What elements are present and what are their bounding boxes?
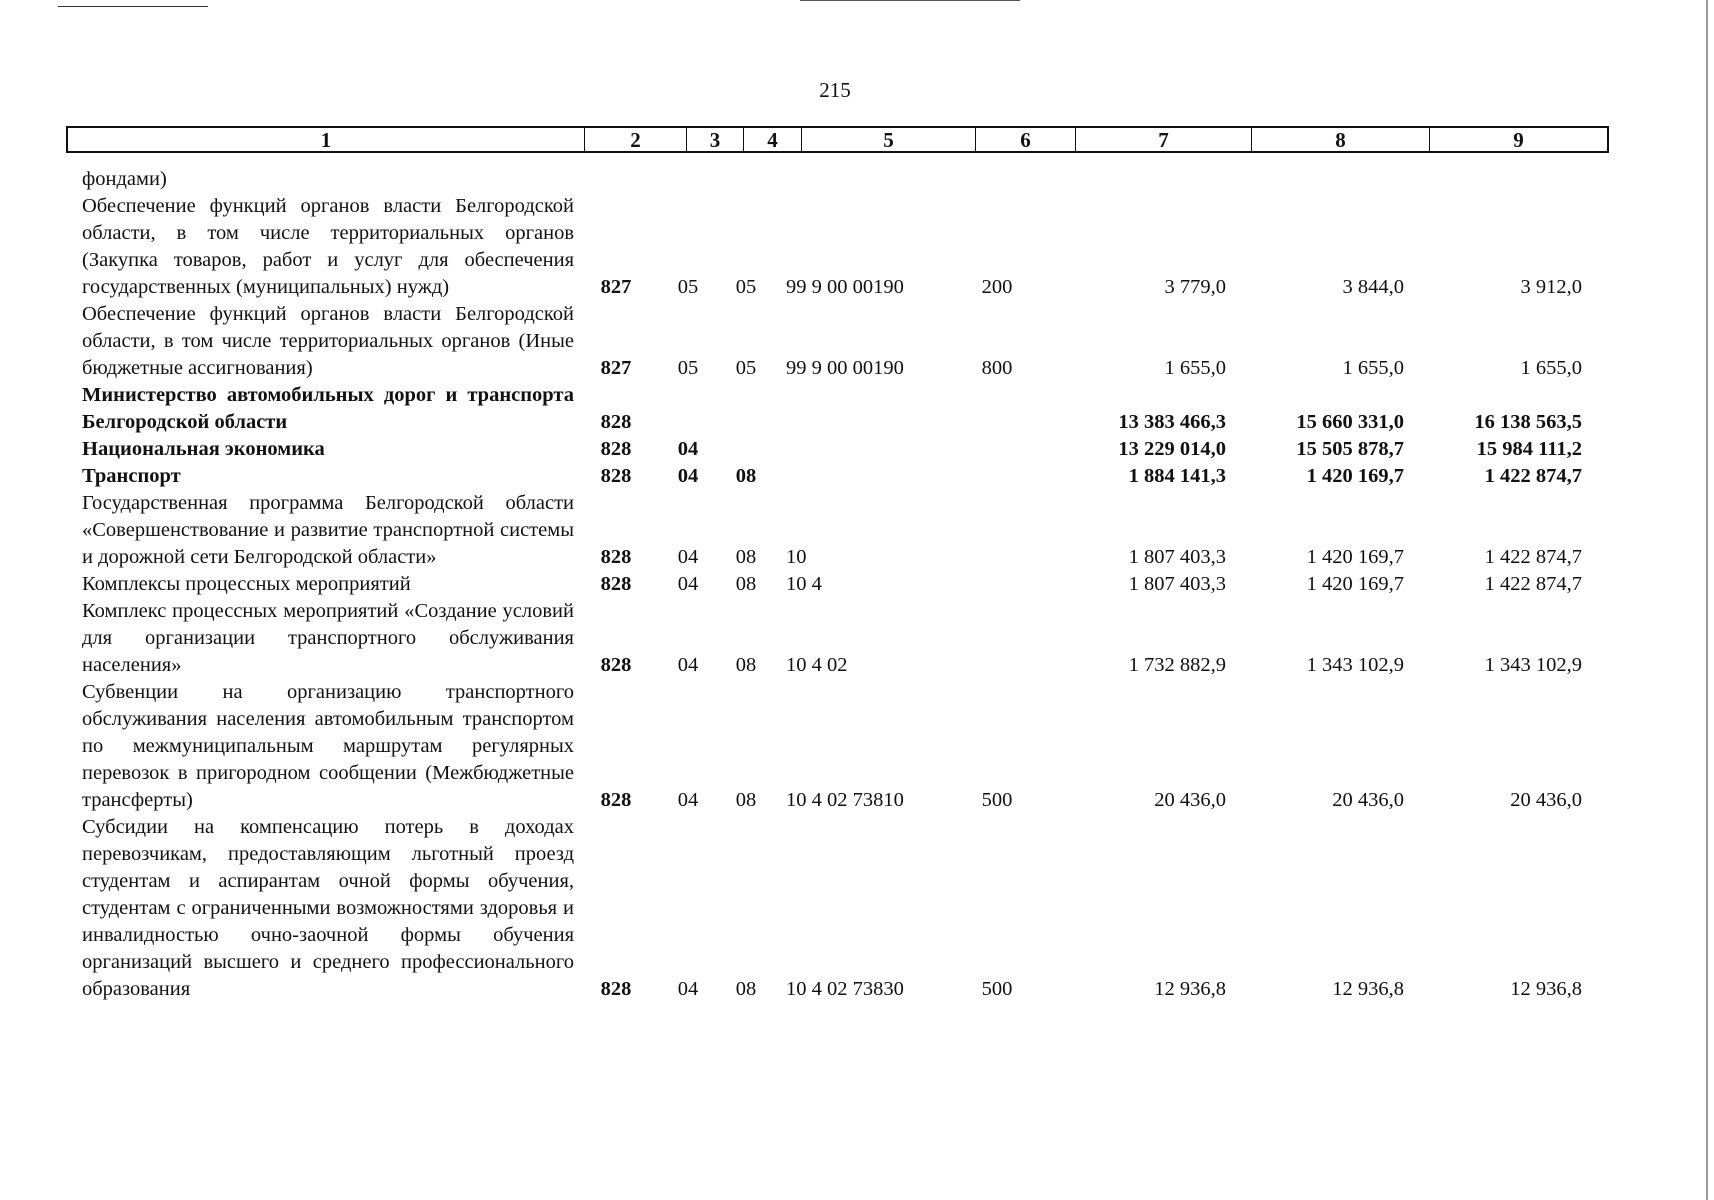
cell-col-5: 10 4	[786, 573, 822, 595]
cell-col-6: 200	[981, 276, 1013, 298]
cell-col-6: 500	[981, 978, 1013, 1000]
scan-artifact-line	[800, 0, 1020, 1]
header-col-6: 6	[976, 128, 1076, 151]
cell-col-3: 04	[677, 438, 699, 460]
cell-col-7: 1 732 882,9	[1128, 654, 1226, 676]
cell-col-9: 1 422 874,7	[1484, 573, 1582, 595]
header-col-7: 7	[1076, 128, 1252, 151]
cell-col-7: 13 229 014,0	[1118, 438, 1226, 460]
cell-col-2: 828	[600, 411, 632, 433]
cell-col-4: 05	[735, 276, 757, 298]
cell-col-9: 12 936,8	[1510, 978, 1582, 1000]
cell-col-9: 16 138 563,5	[1474, 411, 1582, 433]
cell-col-7: 12 936,8	[1154, 978, 1226, 1000]
cell-col-8: 1 420 169,7	[1306, 465, 1404, 487]
table-row	[82, 814, 1612, 1003]
row-name: Министерство автомобильных дорог и транспорта Белгородской области	[82, 384, 574, 433]
row-name: Обеспечение функций органов власти Белгородской области, в том числе территориальных органов (Иные бюджетные ассигнования)	[82, 303, 574, 379]
cell-col-8: 20 436,0	[1332, 789, 1404, 811]
header-col-8: 8	[1252, 128, 1430, 151]
cell-col-9: 20 436,0	[1510, 789, 1582, 811]
cell-col-9: 15 984 111,2	[1476, 438, 1582, 460]
cell-col-7: 1 807 403,3	[1128, 573, 1226, 595]
row-name: Транспорт	[82, 465, 181, 487]
row-name: Субсидии на компенсацию потерь в доходах перевозчикам, предоставляющим льготный проезд студентам и аспирантам очной формы обучения, студентам с ограниченными возможностями здоровья и инвалидностью очно-заочной формы обучения организаций высшего и среднего профессионального образования	[82, 816, 574, 1000]
cell-col-2: 828	[600, 654, 632, 676]
cell-col-5: 10	[786, 546, 807, 568]
cell-col-2: 828	[600, 465, 632, 487]
cell-col-9: 1 422 874,7	[1484, 465, 1582, 487]
cell-col-4: 08	[735, 978, 757, 1000]
cell-col-8: 12 936,8	[1332, 978, 1404, 1000]
cell-col-4: 08	[735, 654, 757, 676]
header-col-3: 3	[687, 128, 744, 151]
cell-col-7: 1 807 403,3	[1128, 546, 1226, 568]
cell-col-8: 1 655,0	[1342, 357, 1404, 379]
table-row	[82, 301, 1612, 382]
cell-col-3: 04	[677, 465, 699, 487]
cell-col-3: 04	[677, 978, 699, 1000]
cell-col-2: 828	[600, 438, 632, 460]
cell-col-3: 04	[677, 573, 699, 595]
scan-artifact-line	[58, 6, 208, 7]
table-row	[82, 166, 1612, 193]
cell-col-5: 10 4 02 73810	[786, 789, 904, 811]
cell-col-8: 1 420 169,7	[1306, 573, 1404, 595]
cell-col-7: 20 436,0	[1154, 789, 1226, 811]
cell-col-5: 10 4 02 73830	[786, 978, 904, 1000]
cell-col-4: 05	[735, 357, 757, 379]
header-col-9: 9	[1513, 128, 1524, 152]
cell-col-4: 08	[735, 573, 757, 595]
row-name: Национальная экономика	[82, 438, 325, 460]
header-col-2: 2	[585, 128, 687, 151]
scan-page-edge	[1706, 0, 1708, 1200]
cell-col-9: 1 655,0	[1520, 357, 1582, 379]
table-body	[82, 166, 1612, 1003]
cell-col-7: 1 884 141,3	[1128, 465, 1226, 487]
cell-col-2: 828	[600, 789, 632, 811]
cell-col-6: 500	[981, 789, 1013, 811]
row-name: Субвенции на организацию транспортного обслуживания населения автомобильным транспортом по межмуниципальным маршрутам регулярных перевозок в пригородном сообщении (Межбюджетные трансферты)	[82, 681, 574, 811]
header-col-5: 5	[802, 128, 976, 151]
cell-col-2: 828	[600, 546, 632, 568]
cell-col-9: 1 343 102,9	[1484, 654, 1582, 676]
cell-col-8: 15 505 878,7	[1296, 438, 1404, 460]
cell-col-7: 1 655,0	[1164, 357, 1226, 379]
table-row	[82, 463, 1612, 490]
cell-col-3: 05	[677, 276, 699, 298]
cell-col-3: 04	[677, 654, 699, 676]
cell-col-3: 05	[677, 357, 699, 379]
page-number: 215	[819, 78, 851, 102]
cell-col-2: 828	[600, 573, 632, 595]
table-row	[82, 598, 1612, 679]
header-col-4: 4	[744, 128, 802, 151]
cell-col-5: 99 9 00 00190	[786, 357, 904, 379]
cell-col-4: 08	[735, 465, 757, 487]
row-name: Комплекс процессных мероприятий «Создание условий для организации транспортного обслуживания населения»	[82, 600, 574, 676]
cell-col-6: 800	[981, 357, 1013, 379]
cell-col-2: 827	[600, 357, 632, 379]
row-name: Комплексы процессных мероприятий	[82, 573, 411, 595]
cell-col-8: 1 343 102,9	[1306, 654, 1404, 676]
cell-col-8: 15 660 331,0	[1296, 411, 1404, 433]
cell-col-3: 04	[677, 789, 699, 811]
cell-col-3: 04	[677, 546, 699, 568]
row-name: фондами)	[82, 168, 167, 190]
cell-col-5: 99 9 00 00190	[786, 276, 904, 298]
cell-col-9: 1 422 874,7	[1484, 546, 1582, 568]
cell-col-4: 08	[735, 546, 757, 568]
cell-col-2: 827	[600, 276, 632, 298]
cell-col-7: 3 779,0	[1164, 276, 1226, 298]
table-row	[82, 436, 1612, 463]
cell-col-7: 13 383 466,3	[1118, 411, 1226, 433]
cell-col-4: 08	[735, 789, 757, 811]
header-col-1: 1	[68, 128, 585, 151]
cell-col-2: 828	[600, 978, 632, 1000]
cell-col-8: 3 844,0	[1342, 276, 1404, 298]
cell-col-9: 3 912,0	[1520, 276, 1582, 298]
table-row	[82, 193, 1612, 301]
table-row	[82, 490, 1612, 571]
row-name: Государственная программа Белгородской области «Совершенствование и развитие транспортной системы и дорожной сети Белгородской области»	[82, 492, 574, 568]
table-row	[82, 571, 1612, 598]
cell-col-8: 1 420 169,7	[1306, 546, 1404, 568]
cell-col-5: 10 4 02	[786, 654, 848, 676]
table-row	[82, 382, 1612, 436]
table-header	[66, 126, 1609, 153]
table-row	[82, 679, 1612, 814]
row-name: Обеспечение функций органов власти Белгородской области, в том числе территориальных органов (Закупка товаров, работ и услуг для обеспечения государственных (муниципальных) нужд)	[82, 195, 574, 298]
